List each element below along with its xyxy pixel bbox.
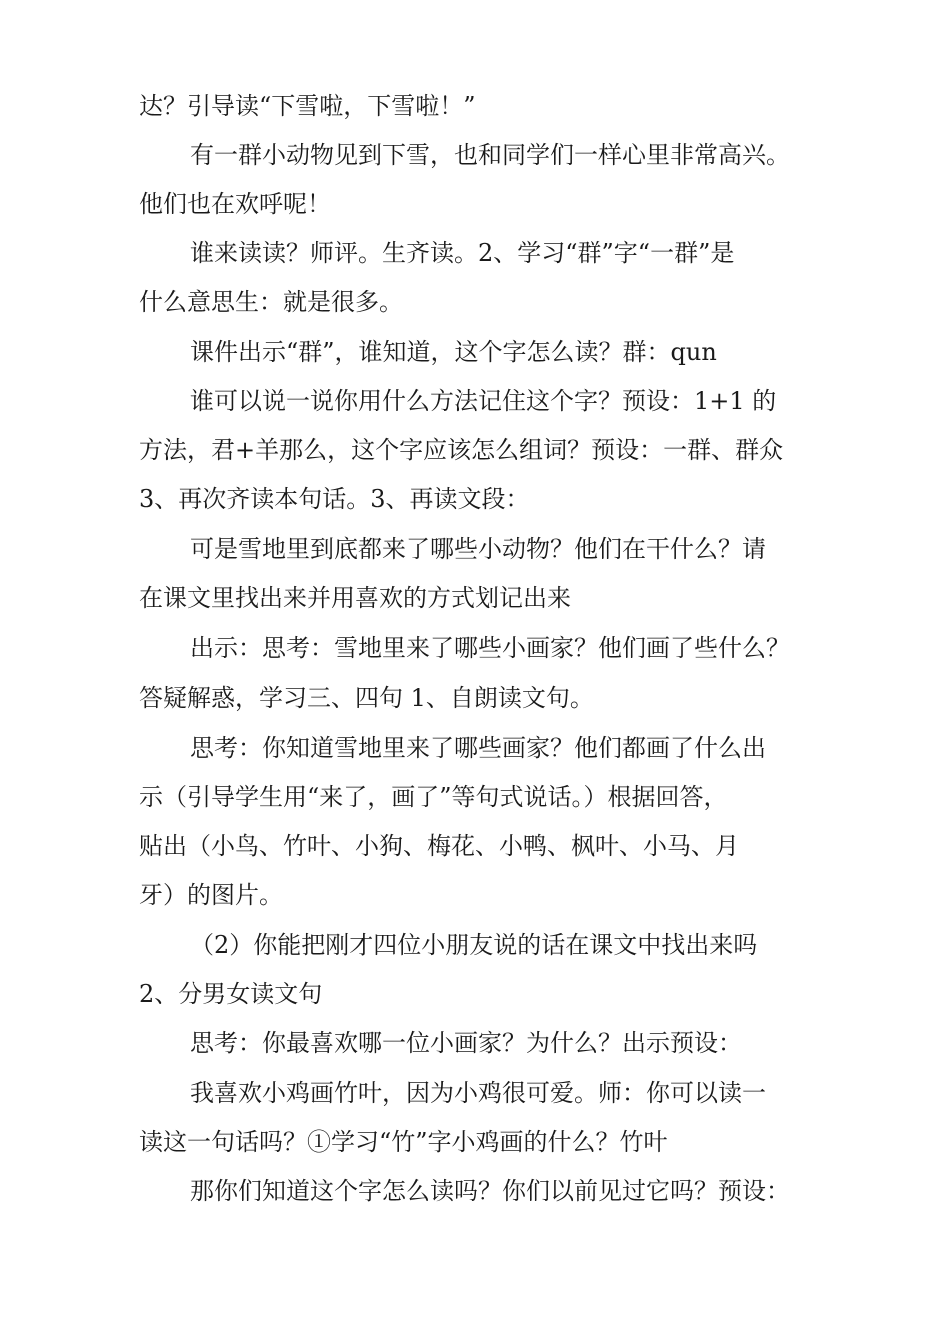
- text-line: 达？引导读“下雪啦，下雪啦！”: [139, 92, 476, 120]
- text-line: 3、再次齐读本句话。3、再读文段：: [139, 485, 530, 513]
- text-line: 在课文里找出来并用喜欢的方式划记出来: [139, 584, 571, 612]
- paragraph-start-line: 思考：你知道雪地里来了哪些画家？他们都画了什么出: [190, 734, 766, 762]
- text-line: 什么意思生：就是很多。: [139, 288, 403, 316]
- paragraph-start-line: 出示：思考：雪地里来了哪些小画家？他们画了些什么？: [190, 634, 790, 662]
- text-line: 2、分男女读文句: [139, 980, 323, 1008]
- paragraph-start-line: 谁来读读？师评。生齐读。2、学习“群”字“一群”是: [190, 239, 735, 267]
- text-line: 读这一句话吗？①学习“竹”字小鸡画的什么？竹叶: [139, 1128, 668, 1156]
- text-line: 贴出（小鸟、竹叶、小狗、梅花、小鸭、枫叶、小马、月: [139, 832, 739, 860]
- paragraph-start-line: 谁可以说一说你用什么方法记住这个字？预设：1+1 的: [190, 387, 777, 415]
- text-line: 他们也在欢呼呢！: [139, 190, 331, 218]
- text-line: 答疑解惑，学习三、四句 1、自朗读文句。: [139, 684, 594, 712]
- paragraph-start-line: 我喜欢小鸡画竹叶，因为小鸡很可爱。师：你可以读一: [190, 1079, 766, 1107]
- paragraph-start-line: 有一群小动物见到下雪，也和同学们一样心里非常高兴。: [190, 141, 790, 169]
- paragraph-start-line: 可是雪地里到底都来了哪些小动物？他们在干什么？请: [190, 535, 766, 563]
- paragraph-start-line: 思考：你最喜欢哪一位小画家？为什么？出示预设：: [190, 1029, 742, 1057]
- text-line: 牙）的图片。: [139, 881, 283, 909]
- text-line: 方法，君+羊那么，这个字应该怎么组词？预设：一群、群众: [139, 436, 784, 464]
- paragraph-start-line: 课件出示“群”，谁知道，这个字怎么读？群：qun: [190, 338, 717, 366]
- paragraph-start-line: （2）你能把刚才四位小朋友说的话在课文中找出来吗: [190, 931, 758, 959]
- text-line: 示（引导学生用“来了，画了”等句式说话。）根据回答，: [139, 783, 728, 811]
- paragraph-start-line: 那你们知道这个字怎么读吗？你们以前见过它吗？预设：: [190, 1177, 790, 1205]
